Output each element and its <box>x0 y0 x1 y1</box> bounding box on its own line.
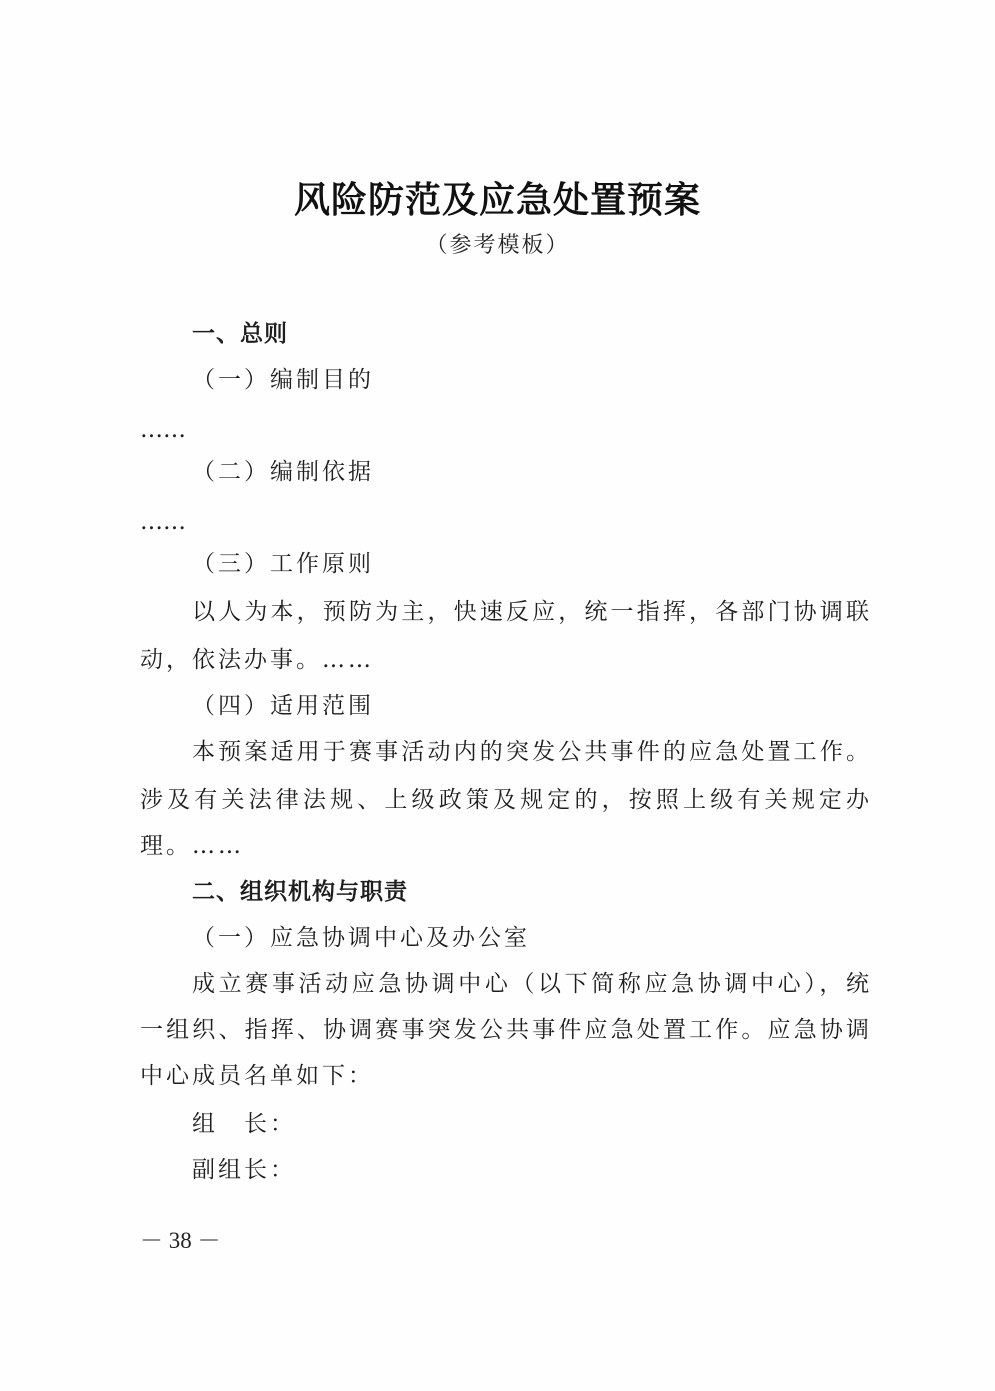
paragraph-scope-line-1: 本预案适用于赛事活动内的突发公共事件的应急处置工作。 <box>192 739 872 765</box>
paragraph-principles-line-2: 动，依法办事。…… <box>140 647 374 673</box>
member-leader: 组 长： <box>192 1111 296 1137</box>
ellipsis-purpose: …… <box>140 417 186 443</box>
subsection-basis: （二）编制依据 <box>192 459 374 485</box>
section-heading-organization: 二、组织机构与职责 <box>192 879 408 905</box>
member-deputy-leader: 副组长： <box>192 1157 296 1183</box>
document-subtitle: （参考模板） <box>425 233 570 258</box>
ellipsis-basis: …… <box>140 509 186 535</box>
subsection-coordination-center: （一）应急协调中心及办公室 <box>192 925 530 951</box>
paragraph-scope-line-2: 涉及有关法律法规、上级政策及规定的，按照上级有关规定办 <box>140 787 872 813</box>
subsection-purpose: （一）编制目的 <box>192 367 374 393</box>
paragraph-center-line-1: 成立赛事活动应急协调中心（以下简称应急协调中心），统 <box>192 971 872 997</box>
paragraph-center-line-3: 中心成员名单如下： <box>140 1063 374 1089</box>
page-number: － 38 － <box>140 1228 221 1253</box>
paragraph-scope-line-3: 理。…… <box>140 833 244 859</box>
subsection-scope: （四）适用范围 <box>192 693 374 719</box>
section-heading-general: 一、总则 <box>192 321 288 347</box>
paragraph-center-line-2: 一组织、指挥、协调赛事突发公共事件应急处置工作。应急协调 <box>140 1017 872 1043</box>
paragraph-principles-line-1: 以人为本，预防为主，快速反应，统一指挥，各部门协调联 <box>192 599 872 625</box>
subsection-principles: （三）工作原则 <box>192 551 374 577</box>
document-title: 风险防范及应急处置预案 <box>293 179 701 221</box>
